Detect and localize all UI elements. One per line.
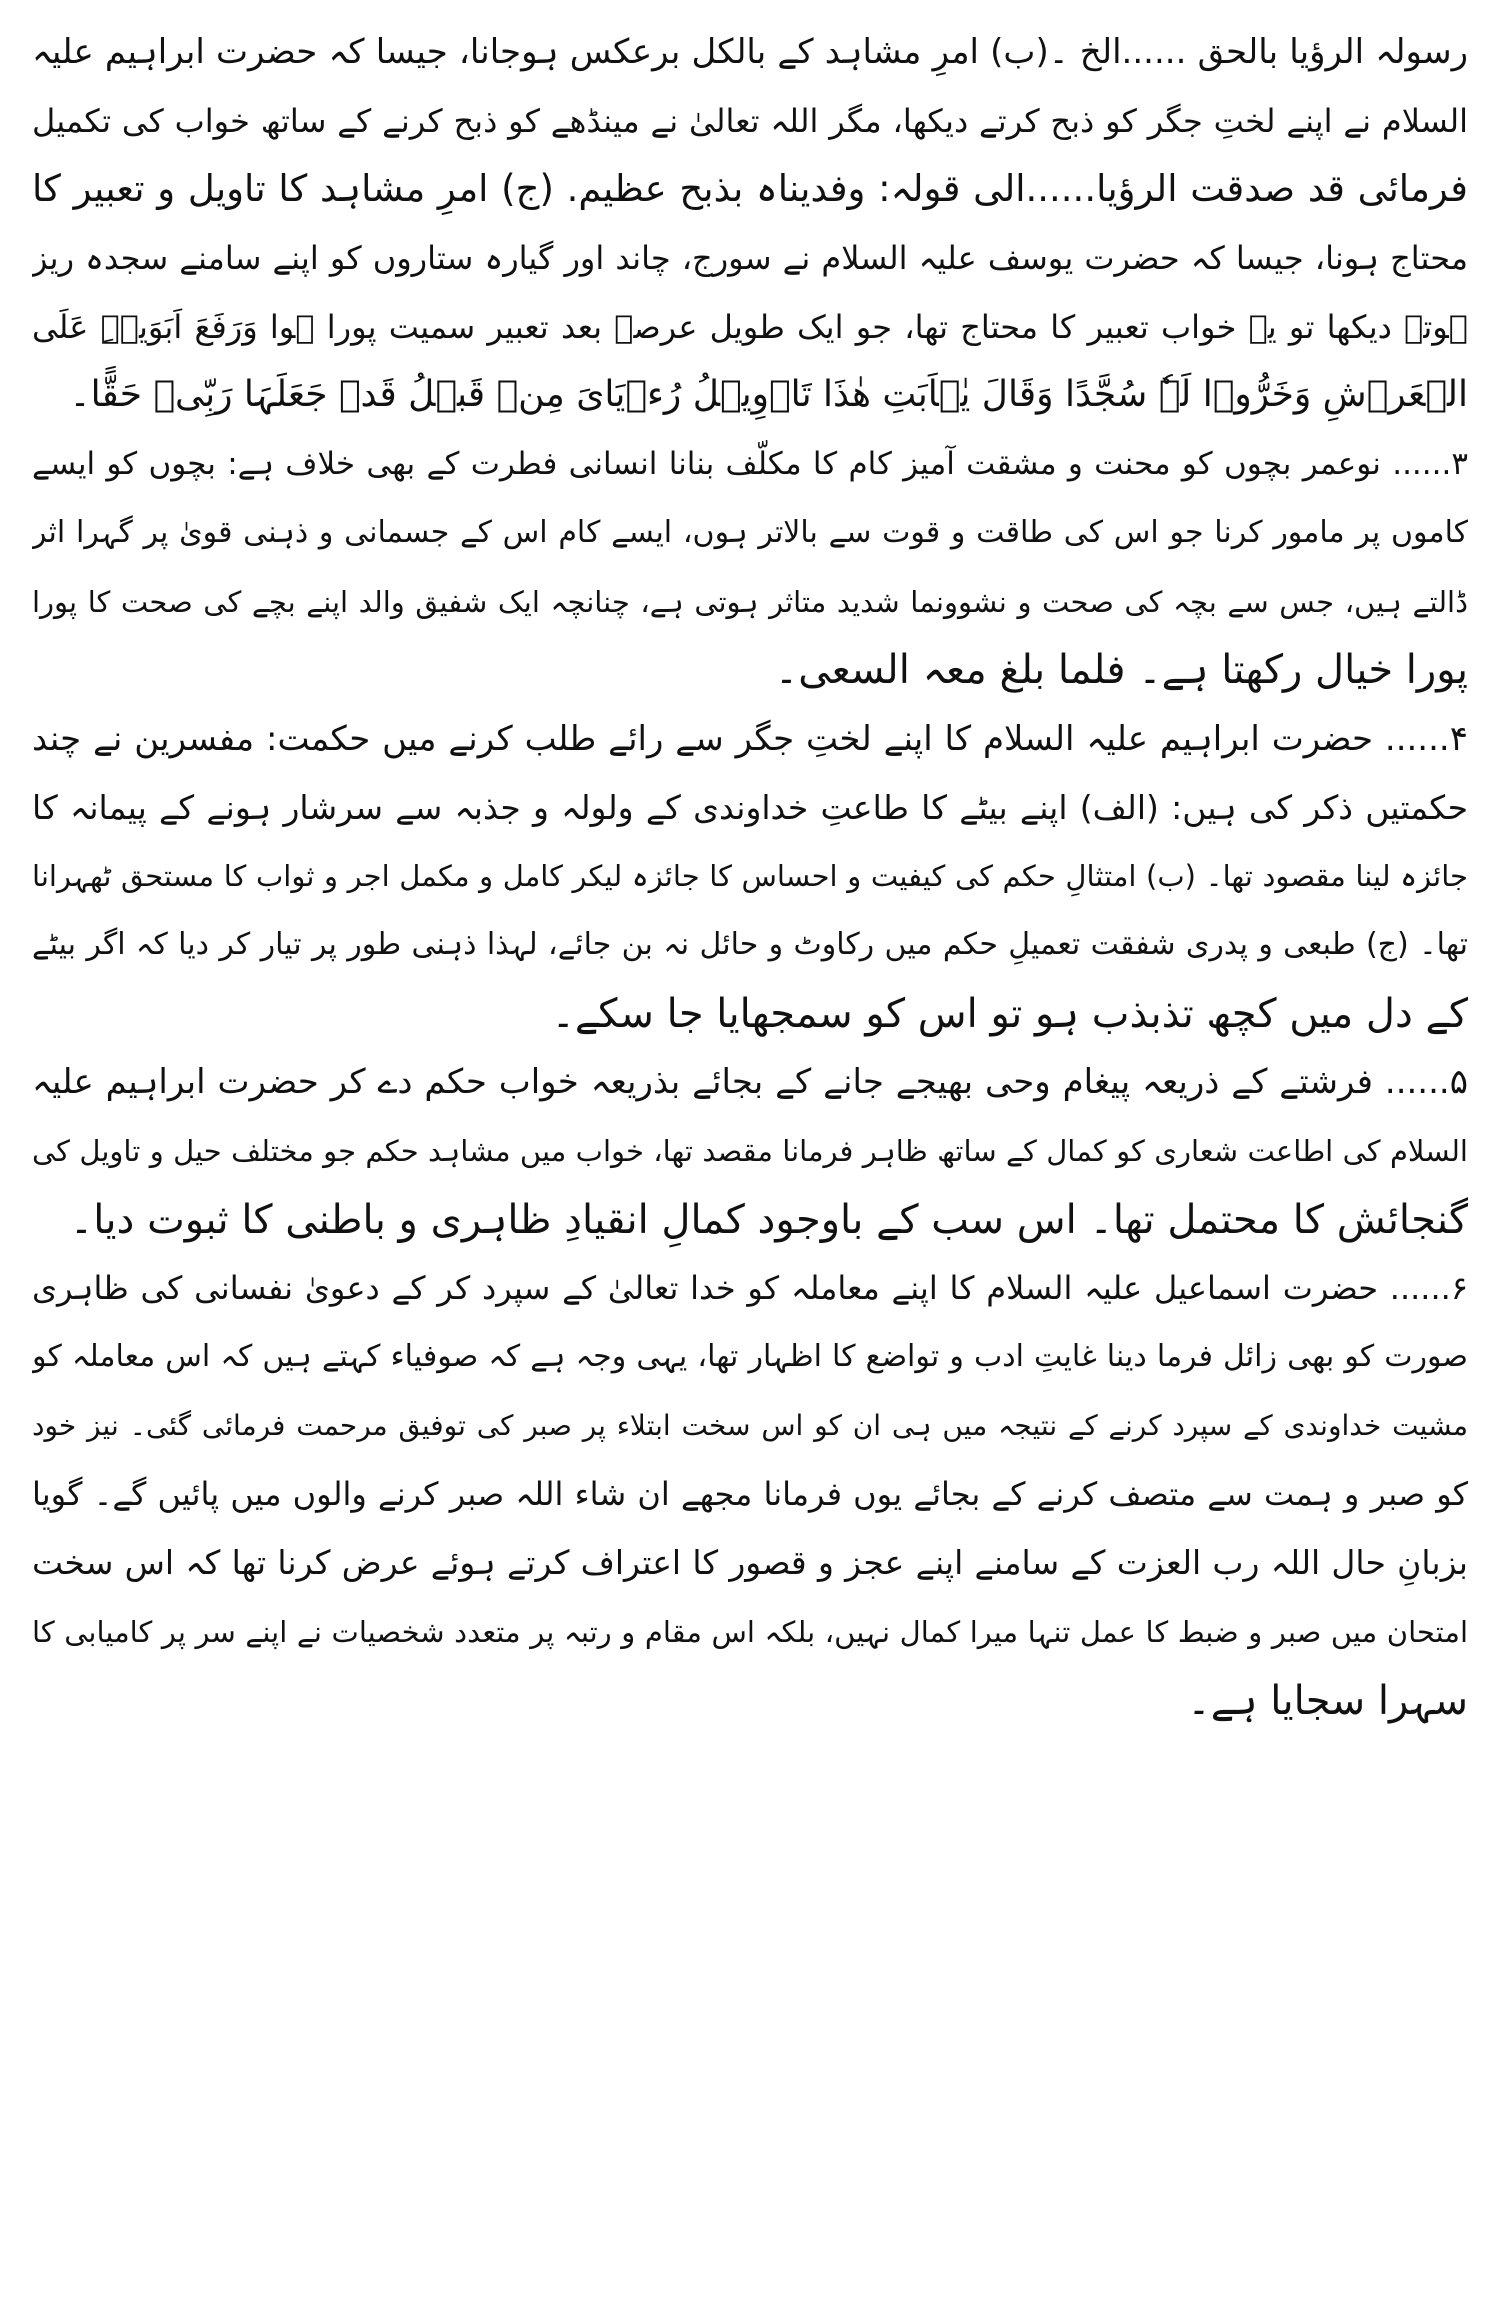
text-line: کاموں پر مامور کرنا جو اس کی طاقت و قوت سے بالاتر ہوں، ایسے کام اس کے جسمانی و ذہنی قویٰ پر گہرا اثر: [32, 514, 1468, 550]
text-line: ہوتے دیکھا تو یہ خواب تعبیر کا محتاج تھا، جو ایک طویل عرصہ بعد تعبیر سمیت پورا ہوا وَرَفَعَ اَبَوَیۡہِ عَلَی: [32, 307, 1468, 346]
document-page: [32, 18, 1468, 2282]
text-line: حکمتیں ذکر کی ہیں: (الف) اپنے بیٹے کا طاعتِ خداوندی کے ولولہ و جذبہ سے سرشار ہونے کے پیمانہ کا: [32, 787, 1468, 827]
text-line: رسولہ الرؤیا بالحق ......الخ ۔(ب) امرِ مشاہد کے بالکل برعکس ہوجانا، جیسا کہ حضرت ابراہیم علیہ: [32, 32, 1468, 72]
text-line: صورت کو بھی زائل فرما دینا غایتِ ادب و تواضع کا اظہار تھا، یہی وجہ ہے کہ صوفیاء کہتے ہیں کہ اس معاملہ کو: [32, 1339, 1468, 1375]
text-line: فرمائی قد صدقت الرؤیا......الی قولہ: وفدیناہ بذبح عظیم. (ج) امرِ مشاہد کا تاویل و تعبیر کا: [32, 167, 1468, 211]
paragraph-3-start: ۳...... نوعمر بچوں کو محنت و مشقت آمیز کام کا مکلّف بنانا انسانی فطرت کے بھی خلاف ہے: بچوں کو ایسے: [32, 446, 1468, 483]
text-line: جائزہ لینا مقصود تھا۔ (ب) امتثالِ حکم کی کیفیت و احساس کا جائزہ لیکر کامل و مکمل اجر و ثواب کا مستحق ٹھہرانا: [32, 859, 1468, 894]
text-line: الۡعَرۡشِ وَخَرُّوۡا لَہٗ سُجَّدًا وَقَالَ یٰۤاَبَتِ ھٰذَا تَاۡوِیۡلُ رُءۡیَایَ مِنۡ قَبۡلُ قَدۡ جَعَلَہَا رَبِّیۡ حَقًّا۔: [69, 374, 1468, 416]
text-line: مشیت خداوندی کے سپرد کرنے کے نتیجہ میں ہی ان کو اس سخت ابتلاء پر صبر کی توفیق مرحمت فرمائی گئی۔ نیز خود: [32, 1408, 1468, 1442]
text-line: کے دل میں کچھ تذبذب ہو تو اس کو سمجھایا جا سکے۔: [551, 990, 1468, 1037]
text-line: گنجائش کا محتمل تھا۔ اس سب کے باوجود کمالِ انقیادِ ظاہری و باطنی کا ثبوت دیا۔: [69, 1196, 1468, 1243]
paragraph-5-start: ۵...... فرشتے کے ذریعہ پیغام وحی بھیجے جانے کے بجائے بذریعہ خواب حکم دے کر حضرت ابراہیم علیہ: [32, 1062, 1468, 1103]
text-line: سہرا سجایا ہے۔: [1187, 1677, 1468, 1724]
text-line: محتاج ہونا، جیسا کہ حضرت یوسف علیہ السلام نے سورج، چاند اور گیارہ ستاروں کو اپنے سامنے سجدہ ریز: [32, 239, 1468, 278]
text-line: کو صبر و ہمت سے متصف کرنے کے بجائے یوں فرمانا مجھے ان شاء اللہ صبر کرنے والوں میں پائیں گے۔ گویا: [32, 1475, 1468, 1514]
text-line: تھا۔ (ج) طبعی و پدری شفقت تعمیلِ حکم میں رکاوٹ و حائل نہ بن جائے، لہذا ذہنی طور پر تیار کر دیا کہ اگر بیٹے: [32, 926, 1468, 962]
text-line: امتحان میں صبر و ضبط کا عمل تنہا میرا کمال نہیں، بلکہ اس مقام و رتبہ پر متعدد شخصیات نے اپنے سر پر کامیابی کا: [32, 1614, 1468, 1649]
paragraph-4-start: ۴...... حضرت ابراہیم علیہ السلام کا اپنے لختِ جگر سے رائے طلب کرنے میں حکمت: مفسرین نے چند: [32, 718, 1468, 759]
text-line: ڈالتے ہیں، جس سے بچہ کی صحت و نشوونما شدید متاثر ہوتی ہے، چنانچہ ایک شفیق والد اپنے بچے کی صحت کا پورا: [32, 584, 1468, 619]
text-line: پورا خیال رکھتا ہے۔ فلما بلغ معہ السعی۔: [774, 647, 1468, 694]
text-line: السلام کی اطاعت شعاری کو کمال کے ساتھ ظاہر فرمانا مقصد تھا، خواب میں مشاہد حکم جو مختلف حیل و تاویل کی: [32, 1134, 1468, 1168]
text-line: السلام نے اپنے لختِ جگر کو ذبح کرتے دیکھا، مگر اللہ تعالیٰ نے مینڈھے کو ذبح کرنے کے ساتھ خواب کی تکمیل: [32, 101, 1468, 140]
text-line: بزبانِ حال اللہ رب العزت کے سامنے اپنے عجز و قصور کا اعتراف کرتے ہوئے عرض کرنا تھا کہ اس سخت: [32, 1543, 1468, 1583]
paragraph-6-start: ۶...... حضرت اسماعیل علیہ السلام کا اپنے معاملہ کو خدا تعالیٰ کے سپرد کر کے دعویٰ نفسانی کی ظاہری: [32, 1269, 1468, 1308]
